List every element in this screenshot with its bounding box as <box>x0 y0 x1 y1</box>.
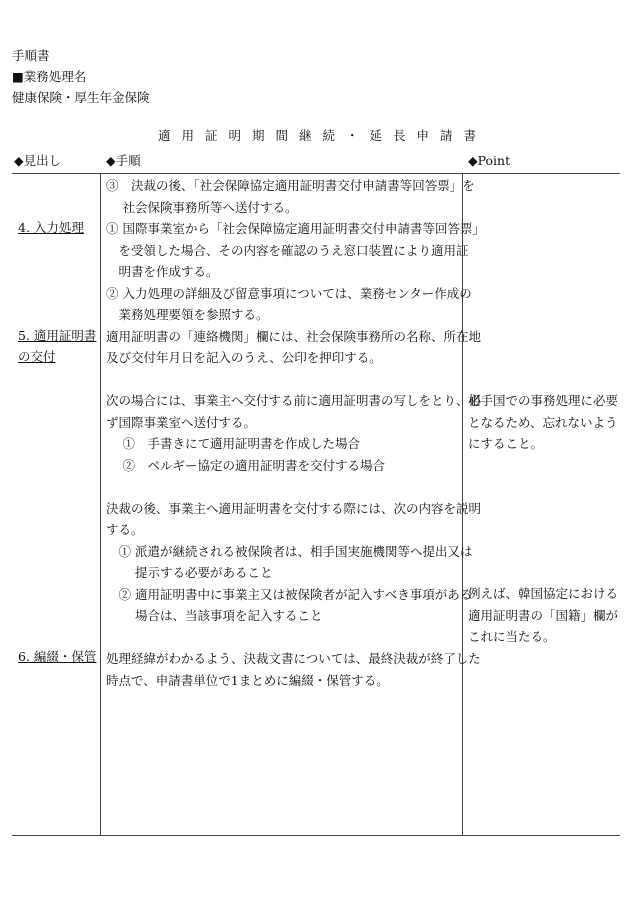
point-line: 相手国での事務処理に必要 <box>468 393 619 408</box>
page-title: 適用証明期間継続・延長申請書 <box>158 128 488 143</box>
point-note <box>468 583 618 648</box>
procedure-line: 時点で、申請書単位で1まとめに編綴・保管する。 <box>106 672 389 688</box>
procedure-line: 明書を作成する。 <box>106 264 219 279</box>
table-bottom-border <box>12 835 620 836</box>
heading-certificate-issue: 5. 適用証明書 <box>18 328 97 343</box>
procedure-line: ず国際事業室へ送付する。 <box>106 414 257 430</box>
procedure-line: 決裁の後、事業主へ適用証明書を交付する際には、次の内容を説明 <box>106 500 482 516</box>
heading-filing: 6. 編綴・保管 <box>18 649 97 664</box>
header-divider <box>12 173 620 174</box>
point-line: これに当たる。 <box>468 629 556 644</box>
procedure-line: ② 適用証明書中に事業主又は被保険者が記入すべき事項がある <box>106 586 473 602</box>
point-note <box>468 390 618 455</box>
procedure-line: 社会保険事務所等へ送付する。 <box>106 199 298 215</box>
business-name: 健康保険・厚生年金保険 <box>12 90 150 105</box>
procedure-line <box>106 369 485 391</box>
procedure-line: 及び交付年月日を記入のうえ、公印を押印する。 <box>106 350 382 365</box>
procedure-line: 処理経緯がわかるよう、決裁文書については、最終決裁が終了した <box>106 651 481 666</box>
procedure-line: ③ 決裁の後、「社会保障協定適用証明書交付申請書等回答票」を <box>106 178 475 193</box>
column-header-point: ◆Point <box>468 153 511 168</box>
procedure-line: ① 派遣が継続される被保険者は、相手国実施機関等へ提出又は <box>106 543 473 559</box>
point-line: 適用証明書の「国籍」欄が <box>468 607 619 623</box>
procedure-line <box>106 627 485 649</box>
procedure-line: 適用証明書の「連絡機関」欄には、社会保険事務所の名称、所在地 <box>106 328 482 344</box>
point-line: 例えば、韓国協定における <box>468 586 619 601</box>
doc-type: 手順書 <box>12 48 50 63</box>
business-name-label: ■業務処理名 <box>12 69 87 84</box>
procedure-line: 次の場合には、事業主へ交付する前に適用証明書の写しをとり、必 <box>106 393 482 408</box>
column-header-procedure: ◆手順 <box>106 153 141 168</box>
heading-certificate-issue-cont: の交付 <box>18 349 56 364</box>
procedure-line: 業務処理要領を参照する。 <box>106 307 269 322</box>
procedure-line: ① 手書きにて適用証明書を作成した場合 <box>106 436 360 451</box>
procedure-line: 提示する必要があること <box>106 565 273 580</box>
procedure-line: 場合は、当該事項を記入すること <box>106 608 323 623</box>
column-header-heading: ◆見出し <box>14 153 62 168</box>
procedure-line: を受領した場合、その内容を確認のうえ窓口装置により適用証 <box>106 242 469 258</box>
procedure-line: ① 国際事業室から「社会保障協定適用証明書交付申請書等回答票」 <box>106 221 485 236</box>
heading-input-processing: 4. 入力処理 <box>18 220 84 235</box>
column-divider <box>100 173 101 836</box>
procedure-line: ② ベルギー協定の適用証明書を交付する場合 <box>106 457 385 473</box>
procedure-line: する。 <box>106 522 144 537</box>
procedure-line: ② 入力処理の詳細及び留意事項については、業務センター作成の <box>106 285 472 301</box>
procedure-column <box>106 175 485 691</box>
procedure-line <box>106 476 485 498</box>
point-line: となるため、忘れないよう <box>468 414 618 430</box>
point-line: にすること。 <box>468 436 544 451</box>
